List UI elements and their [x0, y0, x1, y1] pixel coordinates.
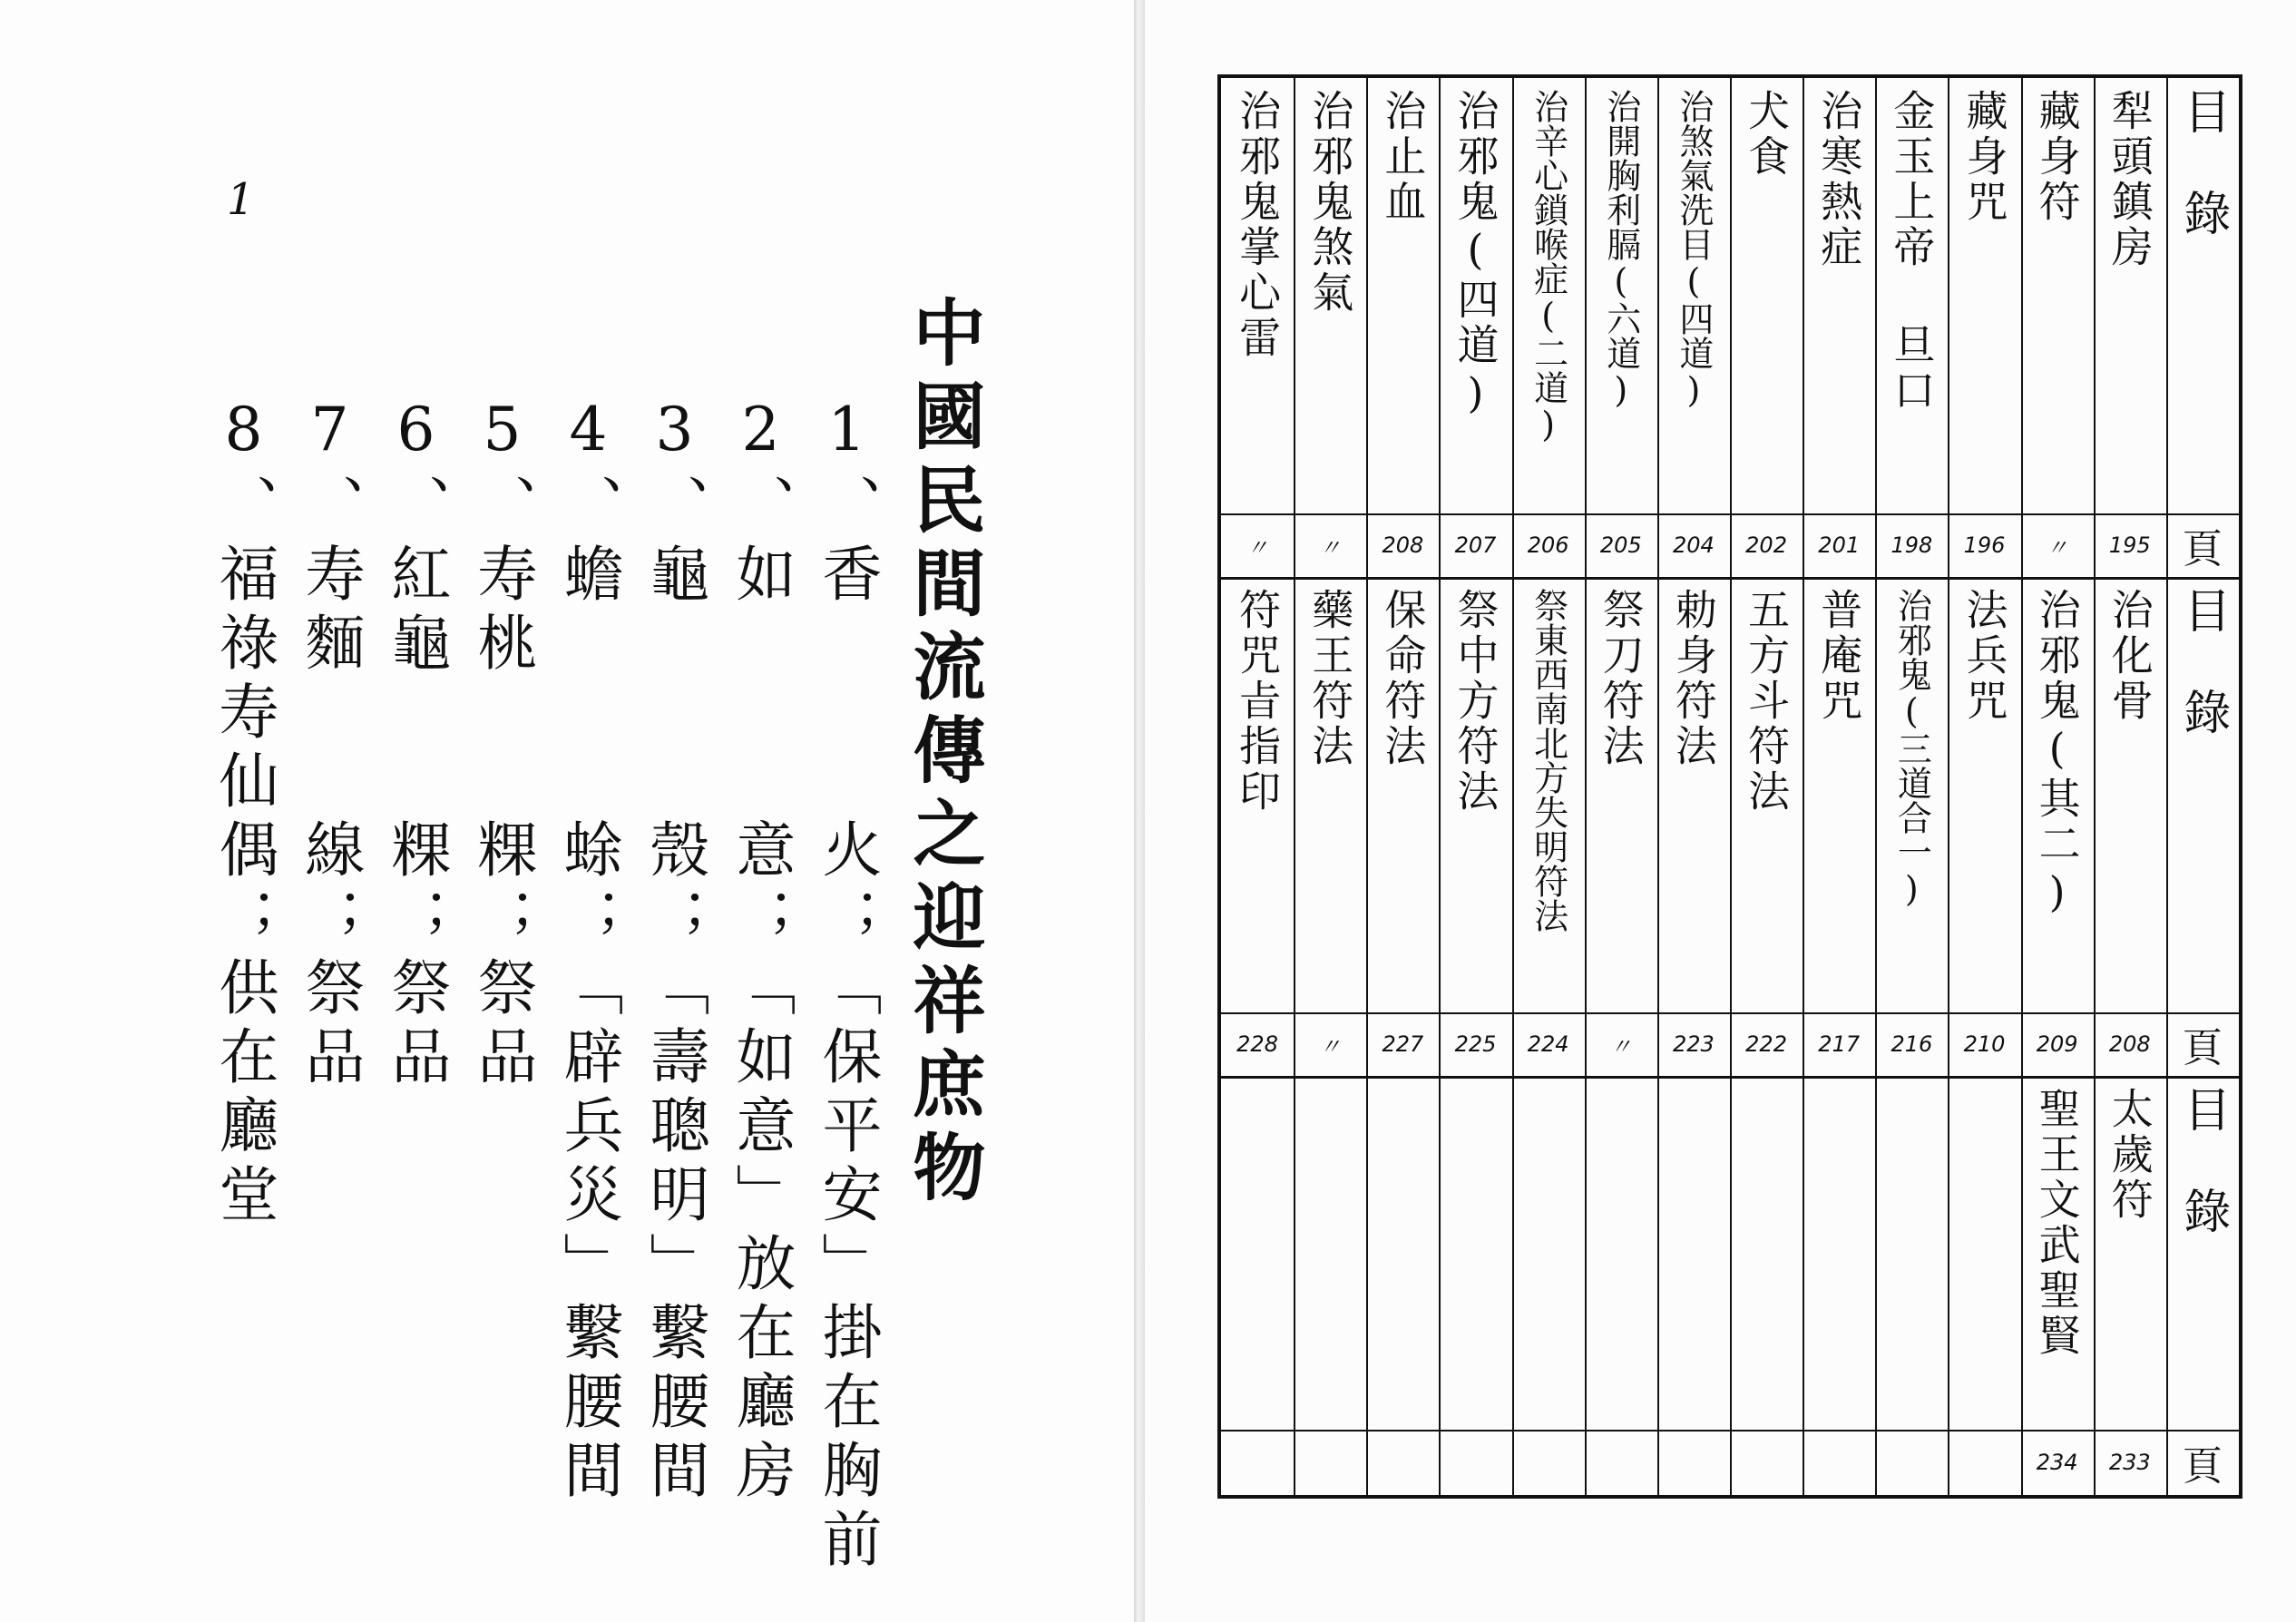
toc-page-number: 208: [1382, 533, 1424, 558]
toc-entry-title: 五方斗符法: [1742, 588, 1792, 815]
toc-entry: [1803, 588, 1875, 1005]
toc-entry: [1948, 89, 2020, 506]
toc-entry-title: 勅身符法: [1668, 588, 1718, 769]
toc-entry: [1730, 588, 1803, 1005]
toc-entry-title: 治邪鬼掌心雷: [1233, 89, 1283, 361]
toc-entry-title: 符咒㫖指印: [1233, 588, 1283, 815]
toc-page-number: 227: [1382, 1031, 1424, 1057]
toc-entry: [1512, 588, 1585, 1005]
toc-entry-title: 治煞氣洗目(四道): [1673, 89, 1714, 410]
toc-entry-title: 祭刀符法: [1596, 588, 1646, 769]
header-page: 頁: [2182, 1025, 2223, 1071]
header-catalog: [2166, 1085, 2239, 1421]
toc-entry: [1657, 588, 1730, 1005]
toc-entry-title: 藏身符: [2032, 89, 2082, 225]
header-page: 頁: [2182, 1443, 2223, 1490]
toc-page-number: 228: [1236, 1031, 1278, 1057]
list-item: 2、如 意；「如意」放在廳房: [726, 395, 796, 1508]
toc-entry: [1221, 588, 1294, 1005]
toc-entry: [2094, 89, 2166, 506]
toc-page-number: 〃: [1319, 1033, 1342, 1060]
toc-entry: [1512, 89, 1585, 506]
toc-entry: [1730, 89, 1803, 506]
toc-entry-title: 治寒熱症: [1814, 89, 1864, 270]
header-catalog-label: 目錄: [2174, 1085, 2230, 1288]
toc-entry: [1439, 89, 1511, 506]
toc-page-number: 209: [2036, 1031, 2078, 1057]
toc-page-number: 〃: [2046, 534, 2068, 561]
toc-entry: [1366, 89, 1439, 506]
header-catalog-label: 目錄: [2174, 87, 2230, 290]
toc-entry-title: 法兵咒: [1959, 588, 2009, 724]
toc-entry-title: 保命符法: [1378, 588, 1428, 769]
toc-entry-title: 犁頭鎮房: [2105, 89, 2154, 270]
toc-page-number: 206: [1527, 533, 1569, 558]
toc-entry: [1657, 89, 1730, 506]
toc-entry: [1221, 89, 1294, 506]
toc-entry-title: 聖王文武聖賢: [2032, 1087, 2082, 1359]
toc-page-number: 〃: [1246, 534, 1269, 561]
toc-page-number: 198: [1891, 533, 1933, 558]
right-page: [1145, 0, 2296, 1622]
toc-page-number: 201: [1818, 533, 1861, 558]
toc-entry-title: 犬食: [1742, 89, 1792, 180]
toc-entry: [1585, 588, 1657, 1005]
toc-entry: [1294, 588, 1366, 1005]
toc-entry-title: 藏身咒: [1959, 89, 2009, 225]
toc-entry-title: 祭東西南北方失明符法: [1528, 588, 1568, 933]
toc-entry: [1366, 588, 1439, 1005]
toc-entry: [2094, 588, 2166, 1005]
toc-entry-title: 祭中方符法: [1451, 588, 1500, 815]
toc-entry: [1875, 588, 1948, 1005]
toc-entry: [1948, 588, 2020, 1005]
toc-page-number: 196: [1963, 533, 2006, 558]
toc-entry-title: 普庵咒: [1814, 588, 1864, 724]
toc-page-number: 〃: [1609, 1033, 1632, 1060]
list-item: 4、蟾 蜍；「辟兵災」繫腰間: [553, 395, 623, 1508]
toc-entry: [1803, 89, 1875, 506]
section-divider: [1221, 577, 2239, 580]
list-item: 7、寿麵 線；祭品: [295, 395, 365, 1094]
section-divider: [1221, 1076, 2239, 1079]
toc-entry: [2021, 1087, 2094, 1422]
toc-page-number: 233: [2108, 1450, 2151, 1475]
toc-page-number: 204: [1673, 533, 1715, 558]
list-item: 8、福祿寿仙偶；供在廳堂: [209, 395, 278, 1232]
toc-page-number: 217: [1818, 1031, 1861, 1057]
book-spine: [1134, 0, 1145, 1622]
left-page: [0, 0, 1134, 1622]
list-item: 6、紅龜 粿；祭品: [381, 395, 451, 1094]
toc-entry-title: 太歲符: [2105, 1087, 2154, 1223]
list-item: 3、龜 殼；「壽聰明」繫腰間: [640, 395, 709, 1508]
toc-entry: [1585, 89, 1657, 506]
toc-page-number: 216: [1891, 1031, 1933, 1057]
toc-page-number: 234: [2036, 1450, 2078, 1475]
header-catalog: [2166, 586, 2239, 1003]
toc-entry-title: 治邪鬼(其二): [2032, 588, 2082, 920]
page-title: 中國民間流傳之迎祥庶物: [901, 295, 986, 1213]
list-item: 5、寿桃 粿；祭品: [467, 395, 537, 1094]
toc-page-number: 223: [1673, 1031, 1715, 1057]
toc-page-number: 222: [1745, 1031, 1787, 1057]
toc-page-number: 224: [1527, 1031, 1569, 1057]
toc-entry: [1439, 588, 1511, 1005]
header-catalog: [2166, 87, 2239, 504]
toc-entry-title: 治邪鬼(三道合一): [1891, 588, 1932, 909]
toc-entry-title: 治止血: [1378, 89, 1428, 225]
list-item: 1、香 火；「保平安」掛在胸前: [812, 395, 882, 1577]
toc-page-number: 207: [1454, 533, 1497, 558]
toc-page-number: 202: [1745, 533, 1787, 558]
toc-page-number: 225: [1454, 1031, 1497, 1057]
toc-entry: [2094, 1087, 2166, 1422]
toc-entry-title: 治開胸利膈(六道): [1600, 89, 1641, 410]
header-page: 頁: [2182, 526, 2223, 572]
toc-entry-title: 治邪鬼煞氣: [1305, 89, 1355, 316]
toc-page-number: 205: [1599, 533, 1642, 558]
toc-entry: [1294, 89, 1366, 506]
toc-page-number: 210: [1963, 1031, 2006, 1057]
page-number: 1: [227, 174, 255, 225]
header-catalog-label: 目錄: [2174, 586, 2230, 789]
toc-entry: [1875, 89, 1948, 506]
table-of-contents: [1217, 74, 2242, 1499]
toc-entry-title: 治邪鬼(四道): [1451, 89, 1500, 421]
toc-entry-title: 治化骨: [2105, 588, 2154, 724]
toc-entry: [2021, 588, 2094, 1005]
toc-entry: [2021, 89, 2094, 506]
toc-page-number: 208: [2108, 1031, 2151, 1057]
toc-entry-title: 藥王符法: [1305, 588, 1355, 769]
toc-page-number: 195: [2108, 533, 2151, 558]
toc-entry-title: 金玉上帝 旦口: [1887, 89, 1937, 414]
toc-page-number: 〃: [1319, 534, 1342, 561]
toc-entry-title: 治辛心鎖喉症(二道): [1528, 89, 1568, 445]
